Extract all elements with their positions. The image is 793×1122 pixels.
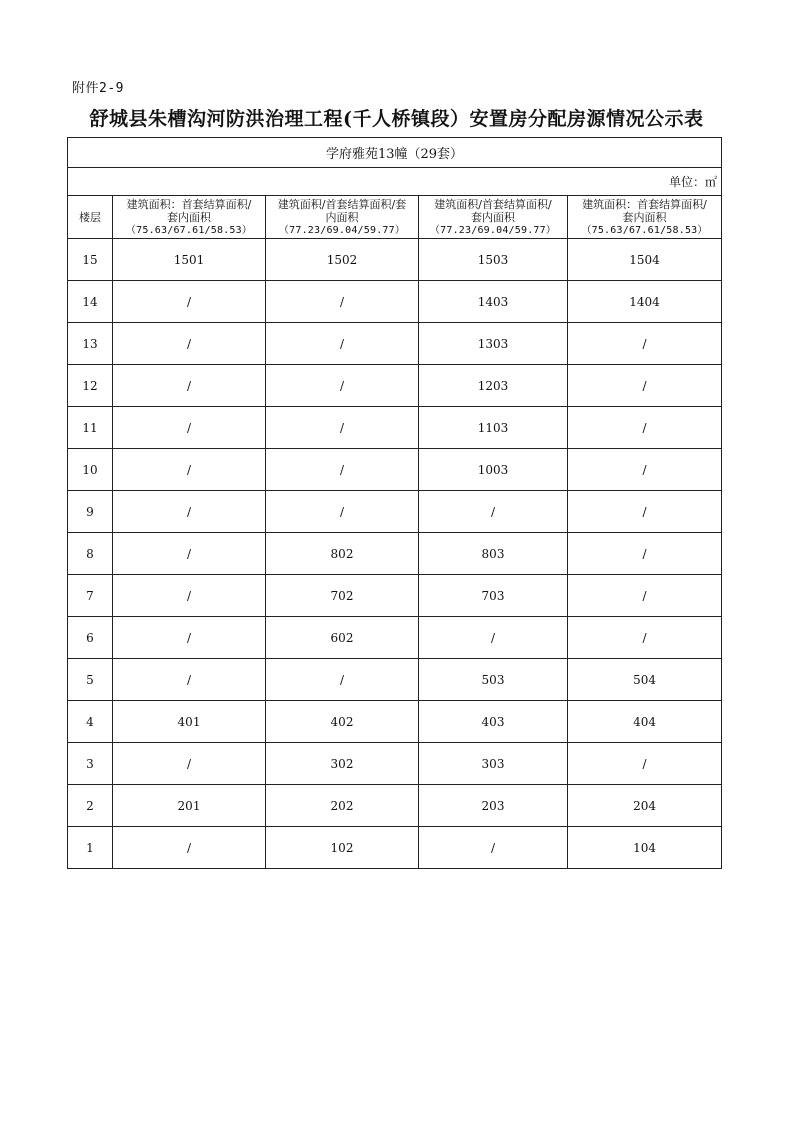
room-cell: / (113, 743, 266, 785)
room-cell: 1403 (419, 281, 568, 323)
room-cell: 1501 (113, 239, 266, 281)
room-cell: 202 (266, 785, 419, 827)
column-header-2-line1: 建筑面积/首套结算面积/套 (277, 197, 407, 211)
table-row (68, 743, 722, 785)
room-cell: 404 (568, 701, 722, 743)
room-cell: / (266, 407, 419, 449)
room-cell: 201 (113, 785, 266, 827)
room-cell: / (568, 533, 722, 575)
floor-cell: 14 (68, 281, 113, 323)
table-row (68, 365, 722, 407)
table-row (68, 239, 722, 281)
floor-cell: 8 (68, 533, 113, 575)
room-cell: 204 (568, 785, 722, 827)
page-title: 舒城县朱槽沟河防洪治理工程(千人桥镇段）安置房分配房源情况公示表 (89, 108, 704, 130)
room-cell: 102 (266, 827, 419, 869)
room-cell: / (113, 281, 266, 323)
column-header-1-line2: 套内面积 (167, 210, 211, 224)
floor-header: 楼层 (68, 196, 113, 239)
room-cell: 302 (266, 743, 419, 785)
table-row (68, 533, 722, 575)
room-cell: / (113, 407, 266, 449)
room-cell: 1103 (419, 407, 568, 449)
floor-cell: 15 (68, 239, 113, 281)
room-cell: / (568, 617, 722, 659)
room-cell: / (113, 827, 266, 869)
column-header-2 (266, 196, 419, 239)
room-cell: 802 (266, 533, 419, 575)
table-row (68, 491, 722, 533)
room-cell: 702 (266, 575, 419, 617)
room-cell: / (113, 617, 266, 659)
table-row (68, 575, 722, 617)
column-header-1-line1: 建筑面积：首套结算面积/ (126, 197, 252, 211)
table-row (68, 827, 722, 869)
room-cell: 401 (113, 701, 266, 743)
housing-allocation-table (67, 137, 722, 869)
floor-cell: 4 (68, 701, 113, 743)
floor-cell: 7 (68, 575, 113, 617)
floor-cell: 3 (68, 743, 113, 785)
room-cell: 403 (419, 701, 568, 743)
column-header-3 (419, 196, 568, 239)
room-cell: / (419, 491, 568, 533)
room-cell: / (113, 575, 266, 617)
table-row (68, 281, 722, 323)
room-cell: 1404 (568, 281, 722, 323)
column-header-2-line2: 内面积 (325, 210, 359, 224)
room-cell: / (568, 323, 722, 365)
room-cell: / (419, 827, 568, 869)
floor-cell: 12 (68, 365, 113, 407)
floor-cell: 9 (68, 491, 113, 533)
column-header-3-line2: 套内面积 (471, 210, 515, 224)
room-cell: 503 (419, 659, 568, 701)
column-header-4-line2: 套内面积 (622, 210, 667, 224)
room-cell: 1003 (419, 449, 568, 491)
table-row (68, 323, 722, 365)
floor-cell: 5 (68, 659, 113, 701)
room-cell: 803 (419, 533, 568, 575)
table-row (68, 617, 722, 659)
room-cell: 402 (266, 701, 419, 743)
room-cell: 203 (419, 785, 568, 827)
attachment-label: 附件2-9 (72, 81, 124, 96)
room-cell: / (113, 323, 266, 365)
column-header-4-line1: 建筑面积：首套结算面积/ (582, 197, 707, 211)
floor-cell: 13 (68, 323, 113, 365)
room-cell: / (266, 281, 419, 323)
room-cell: / (113, 533, 266, 575)
room-cell: 504 (568, 659, 722, 701)
building-name: 学府雅苑13幢（29套） (68, 138, 722, 168)
column-header-4-dims: （75.63/67.61/58.53） (581, 224, 708, 236)
room-cell: 303 (419, 743, 568, 785)
room-cell: / (266, 449, 419, 491)
room-cell: / (266, 491, 419, 533)
table-row (68, 449, 722, 491)
table-row (68, 785, 722, 827)
floor-cell: 10 (68, 449, 113, 491)
room-cell: 1502 (266, 239, 419, 281)
room-cell: 602 (266, 617, 419, 659)
room-cell: / (266, 323, 419, 365)
room-cell: / (266, 659, 419, 701)
room-cell: / (113, 365, 266, 407)
column-header-row (68, 196, 722, 239)
table-row (68, 701, 722, 743)
table-row (68, 407, 722, 449)
room-cell: / (113, 449, 266, 491)
unit-label: 单位：㎡ (68, 168, 722, 196)
floor-cell: 2 (68, 785, 113, 827)
column-header-3-line1: 建筑面积/首套结算面积/ (434, 197, 552, 211)
room-cell: / (419, 617, 568, 659)
room-cell: / (568, 407, 722, 449)
room-cell: 703 (419, 575, 568, 617)
floor-cell: 6 (68, 617, 113, 659)
room-cell: 1504 (568, 239, 722, 281)
floor-cell: 11 (68, 407, 113, 449)
room-cell: / (568, 575, 722, 617)
room-cell: / (568, 449, 722, 491)
column-header-1-dims: （75.63/67.61/58.53） (125, 224, 253, 236)
room-cell: / (568, 743, 722, 785)
column-header-4 (568, 196, 722, 239)
column-header-2-dims: （77.23/69.04/59.77） (278, 224, 406, 236)
room-cell: / (266, 365, 419, 407)
room-cell: 1203 (419, 365, 568, 407)
room-cell: / (113, 659, 266, 701)
room-cell: 104 (568, 827, 722, 869)
room-cell: / (568, 491, 722, 533)
room-cell: / (113, 491, 266, 533)
table-row (68, 659, 722, 701)
column-header-1 (113, 196, 266, 239)
column-header-3-dims: （77.23/69.04/59.77） (429, 224, 557, 236)
floor-cell: 1 (68, 827, 113, 869)
room-cell: 1503 (419, 239, 568, 281)
room-cell: 1303 (419, 323, 568, 365)
room-cell: / (568, 365, 722, 407)
